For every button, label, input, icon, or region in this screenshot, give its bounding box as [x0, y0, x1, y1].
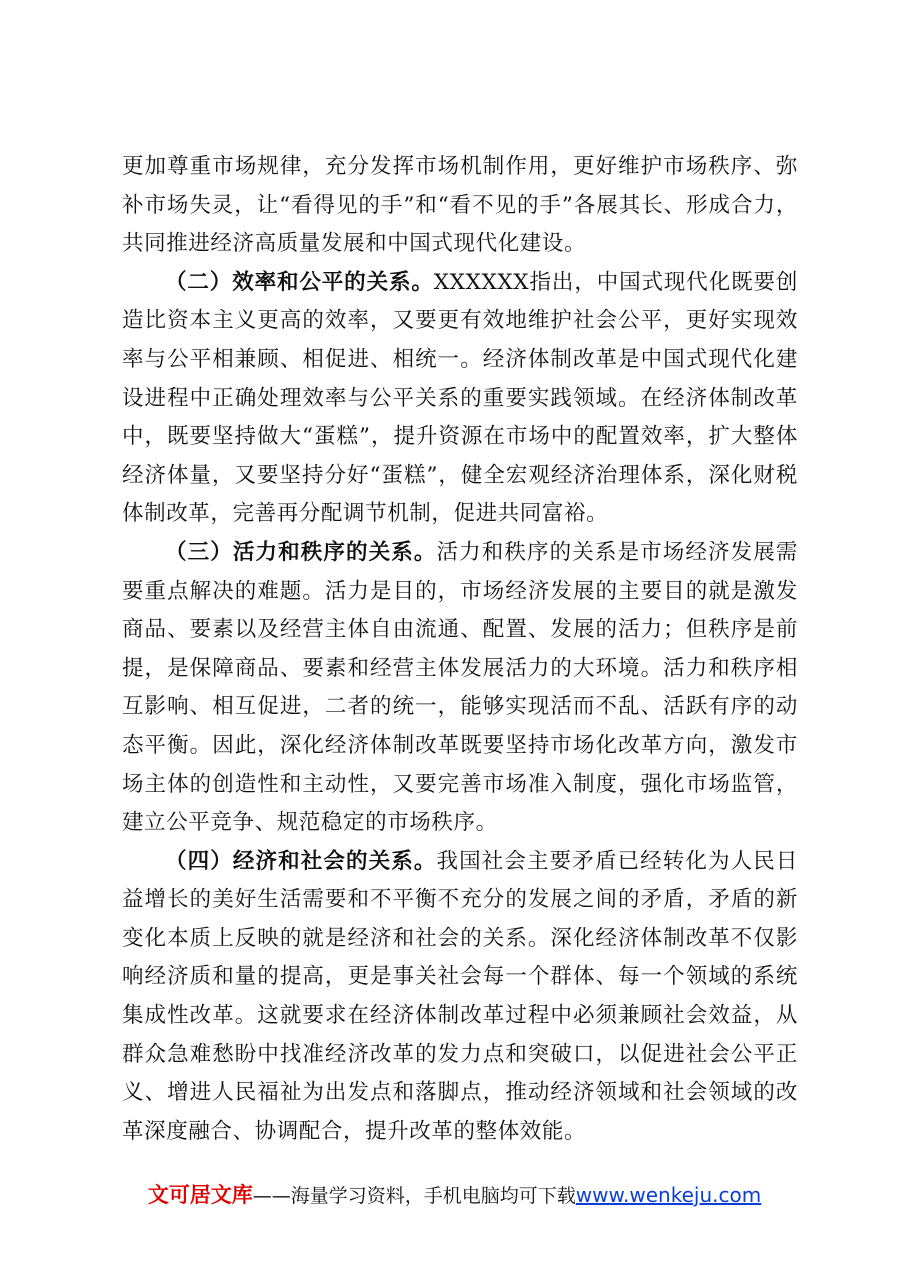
section-heading-4: （四）经济和社会的关系。 [165, 848, 437, 874]
footer-banner [0, 1180, 909, 1211]
paragraph-text: 活力和秩序的关系是市场经济发展需要重点解决的难题。活力是目的，市场经济发展的主要目的就是激发商品、要素以及经营主体自由流通、配置、发展的活力；但秩序是前提，是保障商品、要素和经营主体发展活力的大环境。活力和秩序相互影响、相互促进，二者的统一，能够实现活而不乱、活跃有序的动态平衡。因此，深化经济体制改革既要坚持市场化改革方向，激发市场主体的创造性和主动性，又要完善市场准入制度，强化市场监管，建立公平竞争、规范稳定的市场秩序。 [122, 539, 798, 836]
paragraph-efficiency-fairness [122, 264, 798, 534]
paragraph-vitality-order [122, 534, 798, 843]
paragraph-text: 我国社会主要矛盾已经转化为人民日益增长的美好生活需要和不平衡不充分的发展之间的矛盾，矛盾的新变化本质上反映的就是经济和社会的关系。深化经济体制改革不仅影响经济质和量的提高，更是事关社会每一个群体、每一个领域的系统集成性改革。这就要求在经济体制改革过程中必须兼顾社会效益，从群众急难愁盼中找准经济改革的发力点和突破口，以促进社会公平正义、增进人民福祉为出发点和落脚点，推动经济领域和社会领域的改革深度融合、协调配合，提升改革的整体效能。 [122, 848, 798, 1144]
footer-tagline: ——海量学习资料，手机电脑均可下载 [252, 1185, 576, 1207]
footer-brand: 文可居文库 [147, 1183, 253, 1207]
footer-site-link[interactable]: www.wenkeju.com [575, 1183, 762, 1207]
paragraph-text: XXXXXX指出，中国式现代化既要创造比资本主义更高的效率，又要更有效地维护社会公平，更好实现效率与公平相兼顾、相促进、相统一。经济体制改革是中国式现代化建设进程中正确处理效率与公平关系的重要实践领域。在经济体制改革中，既要坚持做大“蛋糕”，提升资源在市场中的配置效率，扩大整体经济体量，又要坚持分好“蛋糕”，健全宏观经济治理体系，深化财税体制改革，完善再分配调节机制，促进共同富裕。 [122, 269, 798, 527]
paragraph-continuation [122, 148, 798, 264]
section-heading-2: （二）效率和公平的关系。 [165, 269, 434, 295]
section-heading-3: （三）活力和秩序的关系。 [165, 539, 437, 565]
paragraph-text: 更加尊重市场规律，充分发挥市场机制作用，更好维护市场秩序、弥补市场失灵，让“看得见的手”和“看不见的手”各展其长、形成合力，共同推进经济高质量发展和中国式现代化建设。 [122, 154, 798, 257]
document-body [122, 148, 798, 1151]
paragraph-economy-society [122, 843, 798, 1152]
